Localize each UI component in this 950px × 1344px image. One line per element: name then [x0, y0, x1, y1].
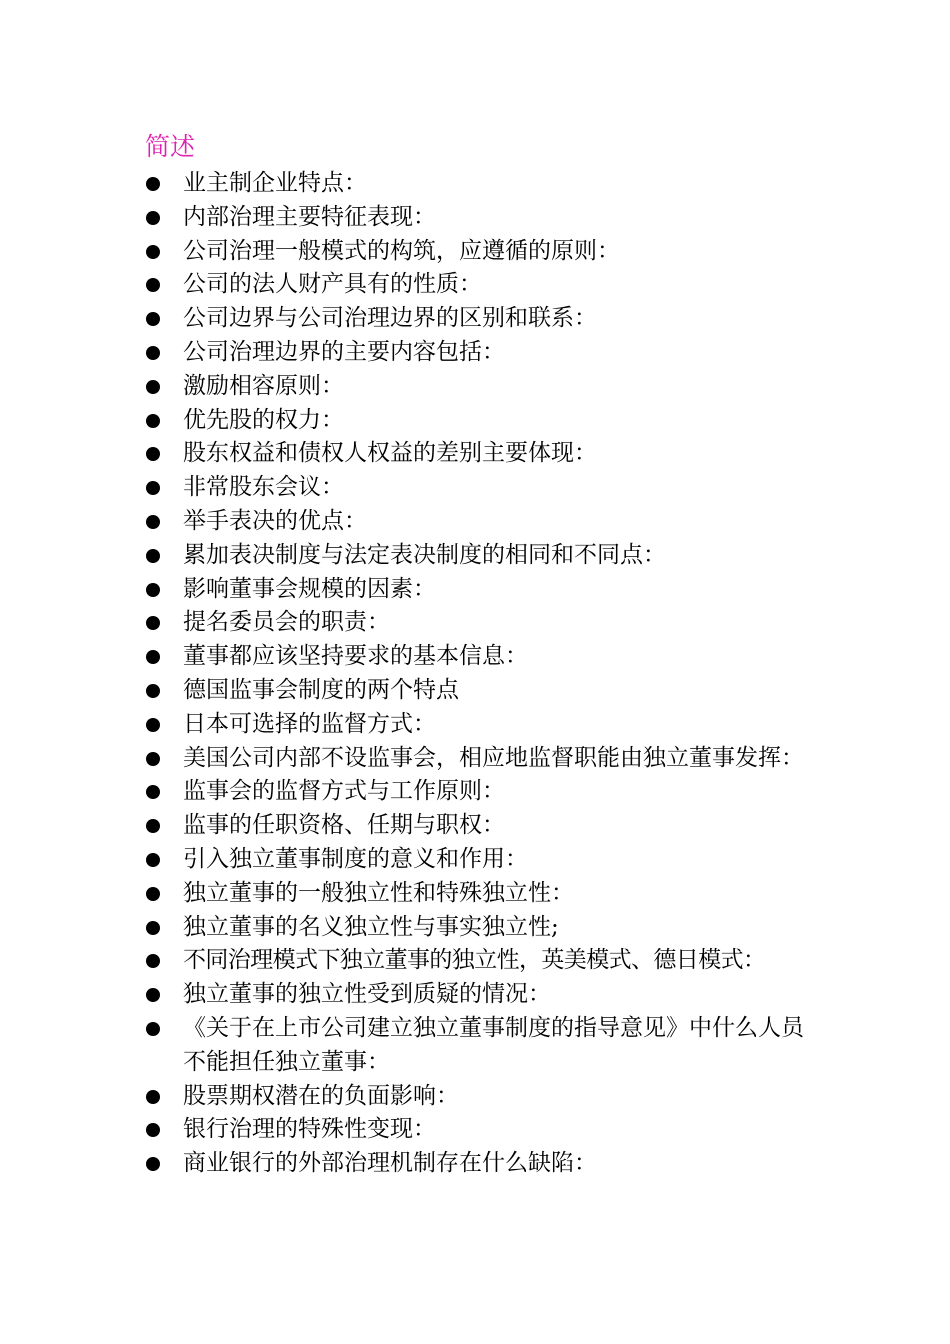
list-item: 日本可选择的监督方式： [0, 708, 823, 742]
list-item: 公司治理边界的主要内容包括： [0, 336, 823, 370]
list-item: 举手表决的优点： [0, 505, 823, 539]
list-item: 独立董事的名义独立性与事实独立性; [0, 911, 823, 945]
list-item: 公司治理一般模式的构筑，应遵循的原则： [0, 235, 823, 269]
list-item: 商业银行的外部治理机制存在什么缺陷： [0, 1147, 823, 1181]
bullet-icon [146, 819, 160, 833]
list-item: 累加表决制度与法定表决制度的相同和不同点： [0, 539, 823, 573]
bullet-icon [146, 583, 160, 597]
list-item: 影响董事会规模的因素： [0, 573, 823, 607]
list-item: 公司边界与公司治理边界的区别和联系： [0, 302, 823, 336]
bullet-icon [146, 718, 160, 732]
list-item: 监事会的监督方式与工作原则： [0, 775, 823, 809]
bullet-icon [146, 515, 160, 529]
list-item: 公司的法人财产具有的性质： [0, 268, 823, 302]
bullet-icon [146, 1123, 160, 1137]
bullet-icon [146, 211, 160, 225]
list-item: 股票期权潜在的负面影响： [0, 1080, 823, 1114]
bullet-icon [146, 278, 160, 292]
bullet-icon [146, 549, 160, 563]
bullet-icon [146, 1090, 160, 1104]
bullet-icon [146, 853, 160, 867]
bullet-icon [146, 684, 160, 698]
bullet-icon [146, 245, 160, 259]
bullet-icon [146, 414, 160, 428]
bullet-icon [146, 954, 160, 968]
bullet-icon [146, 312, 160, 326]
bullet-icon [146, 887, 160, 901]
bullet-icon [146, 177, 160, 191]
list-item: 业主制企业特点： [0, 167, 823, 201]
bullet-icon [146, 752, 160, 766]
bullet-icon [146, 1022, 160, 1036]
bullet-icon [146, 650, 160, 664]
bullet-icon [146, 447, 160, 461]
list-item: 引入独立董事制度的意义和作用： [0, 843, 823, 877]
bullet-icon [146, 481, 160, 495]
list-item: 内部治理主要特征表现： [0, 201, 823, 235]
list-item: 《关于在上市公司建立独立董事制度的指导意见》中什么人员不能担任独立董事： [0, 1012, 823, 1080]
bullet-icon [146, 1157, 160, 1171]
list-item: 优先股的权力： [0, 404, 823, 438]
list-item: 非常股东会议： [0, 471, 823, 505]
bullet-icon [146, 346, 160, 360]
bullet-icon [146, 380, 160, 394]
list-item: 独立董事的一般独立性和特殊独立性： [0, 877, 823, 911]
list-item: 德国监事会制度的两个特点 [0, 674, 823, 708]
bullet-icon [146, 785, 160, 799]
list-item: 激励相容原则： [0, 370, 823, 404]
list-item: 不同治理模式下独立董事的独立性，英美模式、德日模式： [0, 944, 903, 978]
list-item: 董事都应该坚持要求的基本信息： [0, 640, 823, 674]
bullet-icon [146, 616, 160, 630]
list-item: 股东权益和债权人权益的差别主要体现： [0, 437, 823, 471]
bullet-icon [146, 921, 160, 935]
question-list [0, 167, 950, 1181]
list-item: 独立董事的独立性受到质疑的情况： [0, 978, 823, 1012]
list-item: 银行治理的特殊性变现： [0, 1113, 823, 1147]
list-item: 监事的任职资格、任期与职权： [0, 809, 823, 843]
list-item: 提名委员会的职责： [0, 606, 823, 640]
bullet-icon [146, 988, 160, 1002]
section-heading: 简述 [145, 132, 196, 161]
list-item: 美国公司内部不设监事会，相应地监督职能由独立董事发挥： [0, 742, 823, 776]
